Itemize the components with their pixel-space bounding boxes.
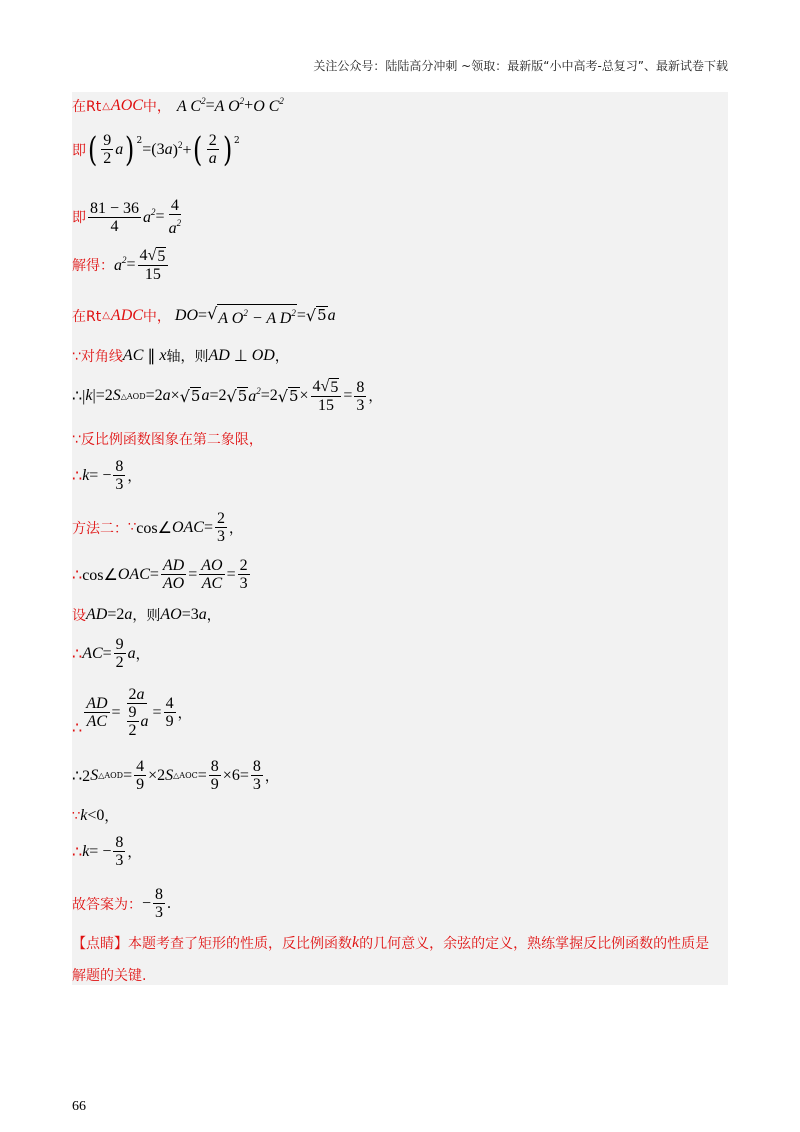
solution-block [72,92,728,985]
line-ac-value: ∴ AC = $\frac{9}{2}$ a ， [72,636,150,671]
line-k-value: ∴| k |=2 S △AOD =2 a × √ 5 a =2 √ 5 $a^2$ =2 √ 5 × 4 √ 5 15 = $\frac{8}{3}$ ， [72,378,383,414]
note-line-2: 解题的关键. [72,968,147,984]
page-number: 66 [72,1099,86,1114]
line-rt-adc: 在Rt △ ADC 中， DO = √ A $O^2 - A$ $D^2$ = √ 5 a [72,304,336,327]
line-solve: 解得： $a^2$ = 4 √ 5 15 [72,247,170,283]
line-k-result-1: ∴ k = − $\frac{8}{3}$ ， [72,458,142,493]
note-line-1: 【点睛】 本题考查了矩形的性质，反比例函数 k 的几何意义，余弦的定义，熟练掌握反比例函数的性质是 [72,934,710,952]
line-equation-2: 即 $\frac{81 - 36}{4}$ $a^2$ = $\frac{4}{a^2}$ [72,197,182,237]
line-answer: 故答案为： − $\frac{8}{3}$ . [72,886,172,921]
line-areas: ∴2 S △AOD = $\frac{4}{9}$ ×2 S △AOC = $\frac{8}{9}$ ×6= $\frac{8}{3}$ ， [72,758,279,793]
line-k-negative: ∵ k <0 ， [72,807,119,825]
line-prefix: 在Rt [72,99,102,115]
page-header: 关注公众号：陆陆高分冲刺 ~领取：最新版“小中高考-总复习”、最新试卷下载 [313,59,728,73]
line-diagonal: ∵对角线 AC ∥ x 轴，则 AD ⊥ OD ， [72,347,289,365]
note-label: 【点睛】 [72,936,128,952]
line-equation-1: 即 ( $\frac{9}{2}$ a ) $^2$ =(3 a )$^2$+ ( $\frac{2}{a}$ ) $^2$ [72,129,240,170]
line-k-result-2: ∴ k = − $\frac{8}{3}$ ， [72,834,142,869]
line-rt-aoc: 在Rt △ AOC 中， A $C^2$ = A $O^2$ + O $C^2$ [72,96,284,115]
line-cos-ratio: ∴ cos∠ OAC = $\frac{AD}{AO}$ = $\frac{AO}{AC}$ = $\frac{2}{3}$ [72,557,248,592]
line-method-two: 方法二： ∵ cos∠ OAC = $\frac{2}{3}$ ， [72,510,243,545]
line-set-values: 设 AD =2 a ，则 AO =3 a ， [72,606,221,624]
line-quadrant: ∵反比例函数图象在第二象限， [72,432,263,448]
line-ad-ac: ∴ $\frac{AD}{AC}$ = 2a $\frac{9}{2}$ a = $\frac{4}{9}$ ， [72,686,192,739]
